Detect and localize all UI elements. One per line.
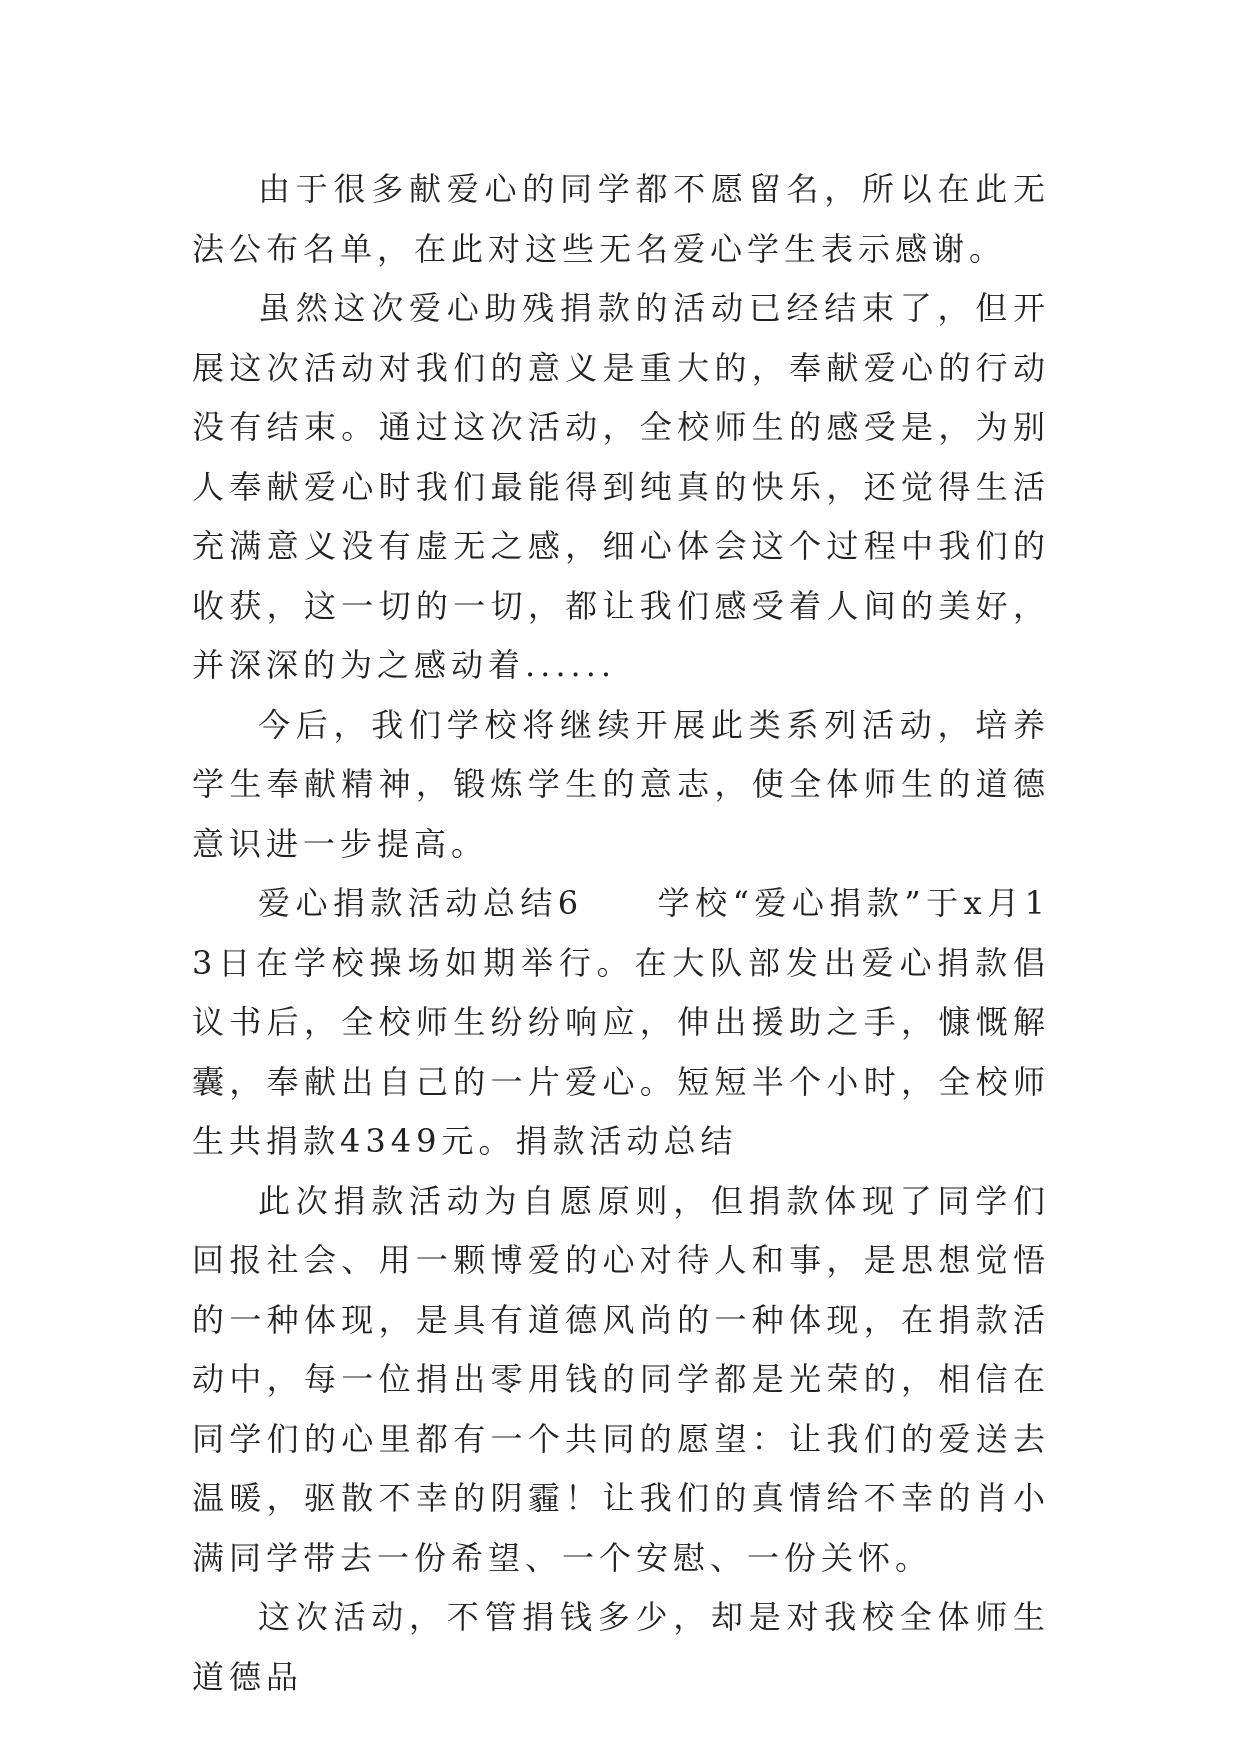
paragraph-section-6 [192, 874, 1050, 1172]
section-text: 学校“爱心捐款”于x月13日在学校操场如期举行。在大队部发出爱心捐款倡议书后，全校师生纷纷响应，伸出援助之手，慷慨解囊，奉献出自己的一片爱心。短短半个小时，全校师生共捐款4349元。捐款活动总结 [192, 884, 1050, 1160]
paragraph-anonymous-donors: 由于很多献爱心的同学都不愿留名，所以在此无法公布名单，在此对这些无名爱心学生表示感谢。 [192, 170, 1050, 268]
document-body [192, 160, 1050, 1707]
paragraph-future-plans: 今后，我们学校将继续开展此类系列活动，培养学生奉献精神，锻炼学生的意志，使全体师生的道德意识进一步提高。 [192, 705, 1050, 863]
section-heading: 爱心捐款活动总结6 [258, 884, 584, 922]
paragraph-activity-conclusion: 这次活动，不管捐钱多少，却是对我校全体师生道德品 [192, 1598, 1050, 1696]
paragraph-activity-meaning: 虽然这次爱心助残捐款的活动已经结束了，但开展这次活动对我们的意义是重大的，奉献爱心的行动没有结束。通过这次活动，全校师生的感受是，为别人奉献爱心时我们最能得到纯真的快乐，还觉得生活充满意义没有虚无之感，细心体会这个过程中我们的收获，这一切的一切，都让我们感受着人间的美好，并深深的为之感动着...... [192, 289, 1050, 684]
paragraph-voluntary-donation: 此次捐款活动为自愿原则，但捐款体现了同学们回报社会、用一颗博爱的心对待人和事，是思想觉悟的一种体现，是具有道德风尚的一种体现，在捐款活动中，每一位捐出零用钱的同学都是光荣的，相信在同学们的心里都有一个共同的愿望：让我们的爱送去温暖，驱散不幸的阴霾！让我们的真情给不幸的肖小满同学带去一份希望、一个安慰、一份关怀。 [192, 1181, 1050, 1577]
